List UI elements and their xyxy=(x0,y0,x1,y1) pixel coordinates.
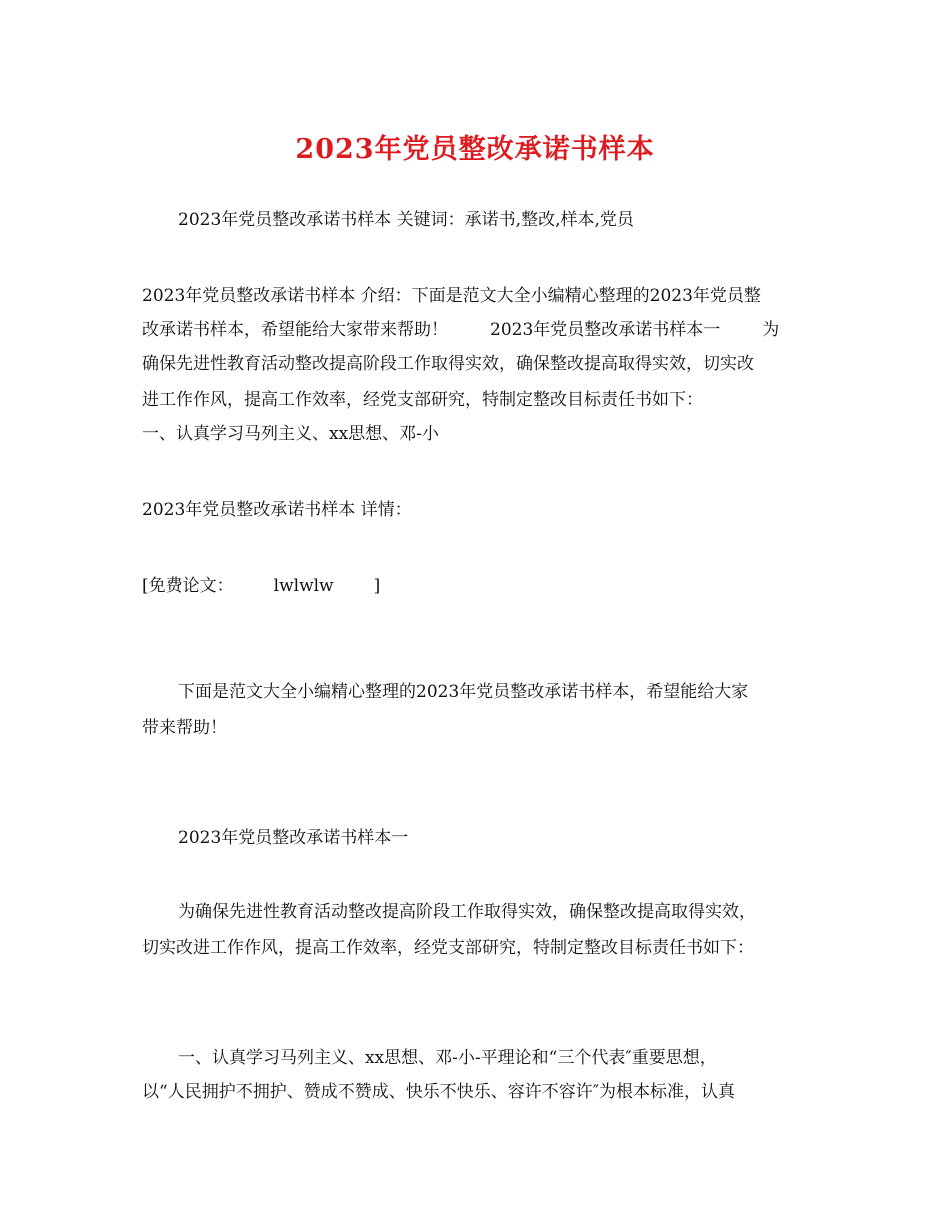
details-label: 2023年党员整改承诺书样本 详情： xyxy=(142,500,412,520)
body-para2-line-1: 为确保先进性教育活动整改提高阶段工作取得实效，确保整改提高取得实效， xyxy=(178,902,756,922)
intro-line-5: 一、认真学习马列主义、xx思想、邓-小 xyxy=(142,424,439,444)
section-heading: 2023年党员整改承诺书样本一 xyxy=(178,828,409,848)
intro-line-3: 确保先进性教育活动整改提高阶段工作取得实效，确保整改提高取得实效，切实改 xyxy=(142,354,754,374)
free-paper-code: lwlwlw xyxy=(273,576,334,596)
body-para3-line-2: 以“人民拥护不拥护、赞成不赞成、快乐不快乐、容许不容许″为根本标准，认真 xyxy=(142,1082,736,1102)
keywords-line: 2023年党员整改承诺书样本 关键词：承诺书,整改,样本,党员 xyxy=(178,210,634,230)
body-para1-line-2: 带来帮助！ xyxy=(142,718,227,738)
intro-line-2 xyxy=(142,318,779,342)
intro-sample-heading: 2023年党员整改承诺书样本一 xyxy=(490,320,721,340)
free-paper-line xyxy=(142,574,380,598)
body-para2-line-2: 切实改进工作作风，提高工作效率，经党支部研究，特制定整改目标责任书如下： xyxy=(142,938,754,958)
body-para1-line-1: 下面是范文大全小编精心整理的2023年党员整改承诺书样本，希望能给大家 xyxy=(178,682,749,702)
page-title: 2023年党员整改承诺书样本 xyxy=(295,134,655,165)
body-para3-line-1: 一、认真学习马列主义、xx思想、邓-小-平理论和“三个代表″重要思想， xyxy=(178,1048,717,1068)
free-paper-close: ] xyxy=(373,576,381,596)
intro-line-1: 2023年党员整改承诺书样本 介绍：下面是范文大全小编精心整理的2023年党员整 xyxy=(142,286,761,306)
intro-line-2-text: 改承诺书样本，希望能给大家带来帮助！ xyxy=(142,320,448,340)
free-paper-open: [免费论文： xyxy=(142,576,234,596)
intro-line-4: 进工作作风，提高工作效率，经党支部研究，特制定整改目标责任书如下： xyxy=(142,390,703,410)
intro-word-wei: 为 xyxy=(762,320,780,340)
